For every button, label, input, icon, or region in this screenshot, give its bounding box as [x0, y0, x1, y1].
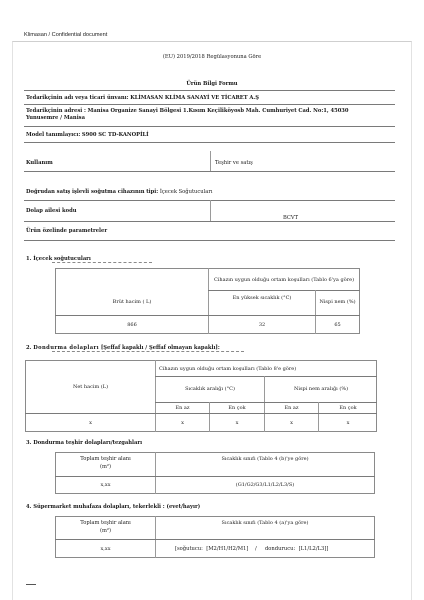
supplier-name-row [26, 95, 386, 101]
column-divider [155, 516, 156, 558]
usage-label: Kullanım [26, 160, 53, 166]
section4-cooler-label: [soğutucu: [175, 546, 203, 552]
section2-humidity-min-value: x [290, 419, 293, 426]
section4-temp-class-value [175, 546, 328, 552]
document-header: Klimasan / Confidential document [24, 32, 108, 38]
section1-max-temp-label: En yüksek sıcaklık (°C) [232, 295, 292, 301]
section2-title-main: Dondurma dolapları [33, 345, 100, 351]
section2-temp-min-label: En az [175, 405, 190, 411]
divider [24, 142, 395, 143]
section3-area-label: Toplam teşhir alanı [80, 456, 131, 462]
section2-humidity-max-label: En çok [339, 405, 357, 411]
section2-ambient-header: Cihazın uygun olduğu ortam koşulları (Tablo 8'e göre) [159, 365, 297, 372]
section2-temp-min-value: x [181, 419, 184, 426]
usage-value: Teşhir ve satış [215, 160, 253, 166]
section2-humidity-max-value: x [346, 419, 350, 426]
section1-humidity-value: 65 [334, 322, 341, 328]
section2-temp-range-label: Sıcaklık aralığı (°C) [185, 386, 235, 392]
appliance-type-value: İçecek Soğutucuları [159, 189, 213, 195]
row-divider [155, 376, 377, 377]
section4-freezer-label: dondurucu: [264, 546, 296, 552]
section2-temp-max-label: En çok [228, 405, 246, 411]
section3-temp-class-value: (G1/G2/G3/L1/L2/L3/S) [235, 482, 295, 488]
family-code-label: Dolap ailesi kodu [26, 208, 77, 214]
section4-area-label: Toplam teşhir alanı [80, 520, 131, 526]
section2-temp-max-value: x [235, 419, 239, 426]
column-divider [264, 376, 265, 432]
section4-slash: / [254, 546, 257, 552]
divider [24, 221, 395, 222]
form-title: Ürün Bilgi Formu [186, 81, 238, 87]
model-row [26, 132, 149, 138]
divider [24, 126, 395, 127]
model-label: Model tanımlayıcı: [26, 132, 81, 138]
column-divider [155, 452, 156, 494]
supplier-address-line2: Yunusemre / Manisa [26, 115, 85, 121]
column-divider [209, 402, 210, 432]
section1-gross-volume-value: 866 [127, 322, 137, 328]
section4-title: 4. Süpermarket muhafaza dolapları, tekerlekli : (evet/hayır) [26, 504, 201, 510]
section3-area-value: x,xx [100, 482, 111, 488]
supplier-name-label: Tedarikçinin adı veya ticari ünvanı: [26, 95, 129, 101]
divider [24, 171, 395, 172]
section2-title-prefix: 2. [26, 345, 34, 351]
title-underline [52, 262, 152, 263]
divider [24, 90, 395, 91]
section2-net-volume-label: Net hacim (L) [72, 384, 109, 390]
section4-freezer-value: [L1/L2/L3]] [298, 546, 329, 552]
section1-ambient-header: Cihazın uygun olduğu ortam koşulları (Tablo 6'ya göre) [213, 276, 355, 283]
section1-max-temp-value: 32 [258, 322, 266, 328]
section3-temp-class-label: Sıcaklık sınıfı (Tablo 4 (b)'ye göre) [221, 456, 309, 462]
column-divider [208, 268, 209, 334]
section4-area-unit: (m²) [99, 528, 112, 534]
regulation-reference: (EU) 2019/2018 Regülasyonuna Göre [162, 54, 262, 60]
row-divider [55, 315, 360, 316]
family-code-value: BCVT [283, 215, 299, 221]
appliance-type-label: Doğrudan satış işlevli soğutma cihazının tipi: [26, 189, 159, 195]
title-underline [52, 351, 244, 352]
footer-mark [26, 584, 36, 585]
divider [24, 240, 395, 241]
section4-cooler-value: [M2/H1/H2/M1] [206, 546, 249, 552]
section2-humidity-min-label: En az [284, 405, 299, 411]
column-divider [155, 360, 156, 432]
section2-title-rest: [Şeffaf kapaklı / Şeffaf olmayan kapaklı]: [99, 345, 220, 351]
supplier-address-row [26, 108, 391, 114]
model-value: S900 SC TD-KANOPİLİ [81, 132, 149, 138]
section4-temp-class-label: Sıcaklık sınıfı (Tablo 4 (a)'ya göre) [221, 520, 309, 526]
section2-humidity-range-label: Nispi nem aralığı (%) [293, 386, 349, 392]
section3-area-unit: (m²) [99, 464, 112, 470]
section1-title: 1. İçecek soğutucuları [26, 256, 91, 262]
supplier-address-line1: Manisa Organize Sanayi Bölgesi 1.Kısım Keçiliköyosb Mah. Cumhuriyet Cad. No:1, 45030 [87, 108, 349, 114]
supplier-address-label: Tedarikçinin adresi : [26, 108, 86, 114]
section1-gross-volume-label: Brüt hacim ( L) [112, 299, 152, 305]
divider [24, 104, 395, 105]
supplier-name-value: KLİMASAN KLİMA SANAYİ VE TİCARET A.Ş [130, 95, 259, 101]
product-params-label: Ürün özelinde parametreler [26, 228, 108, 234]
column-divider [210, 151, 211, 171]
column-divider [210, 200, 211, 221]
appliance-type-row [26, 189, 213, 195]
column-divider [318, 402, 319, 432]
column-divider [315, 290, 316, 334]
section3-title: 3. Dondurma teşhir dolapları/tezgahları [26, 440, 143, 446]
section1-humidity-label: Nispi nem (%) [319, 299, 356, 305]
section2-net-volume-value: x [89, 419, 92, 426]
section4-area-value: x,xx [100, 545, 111, 552]
